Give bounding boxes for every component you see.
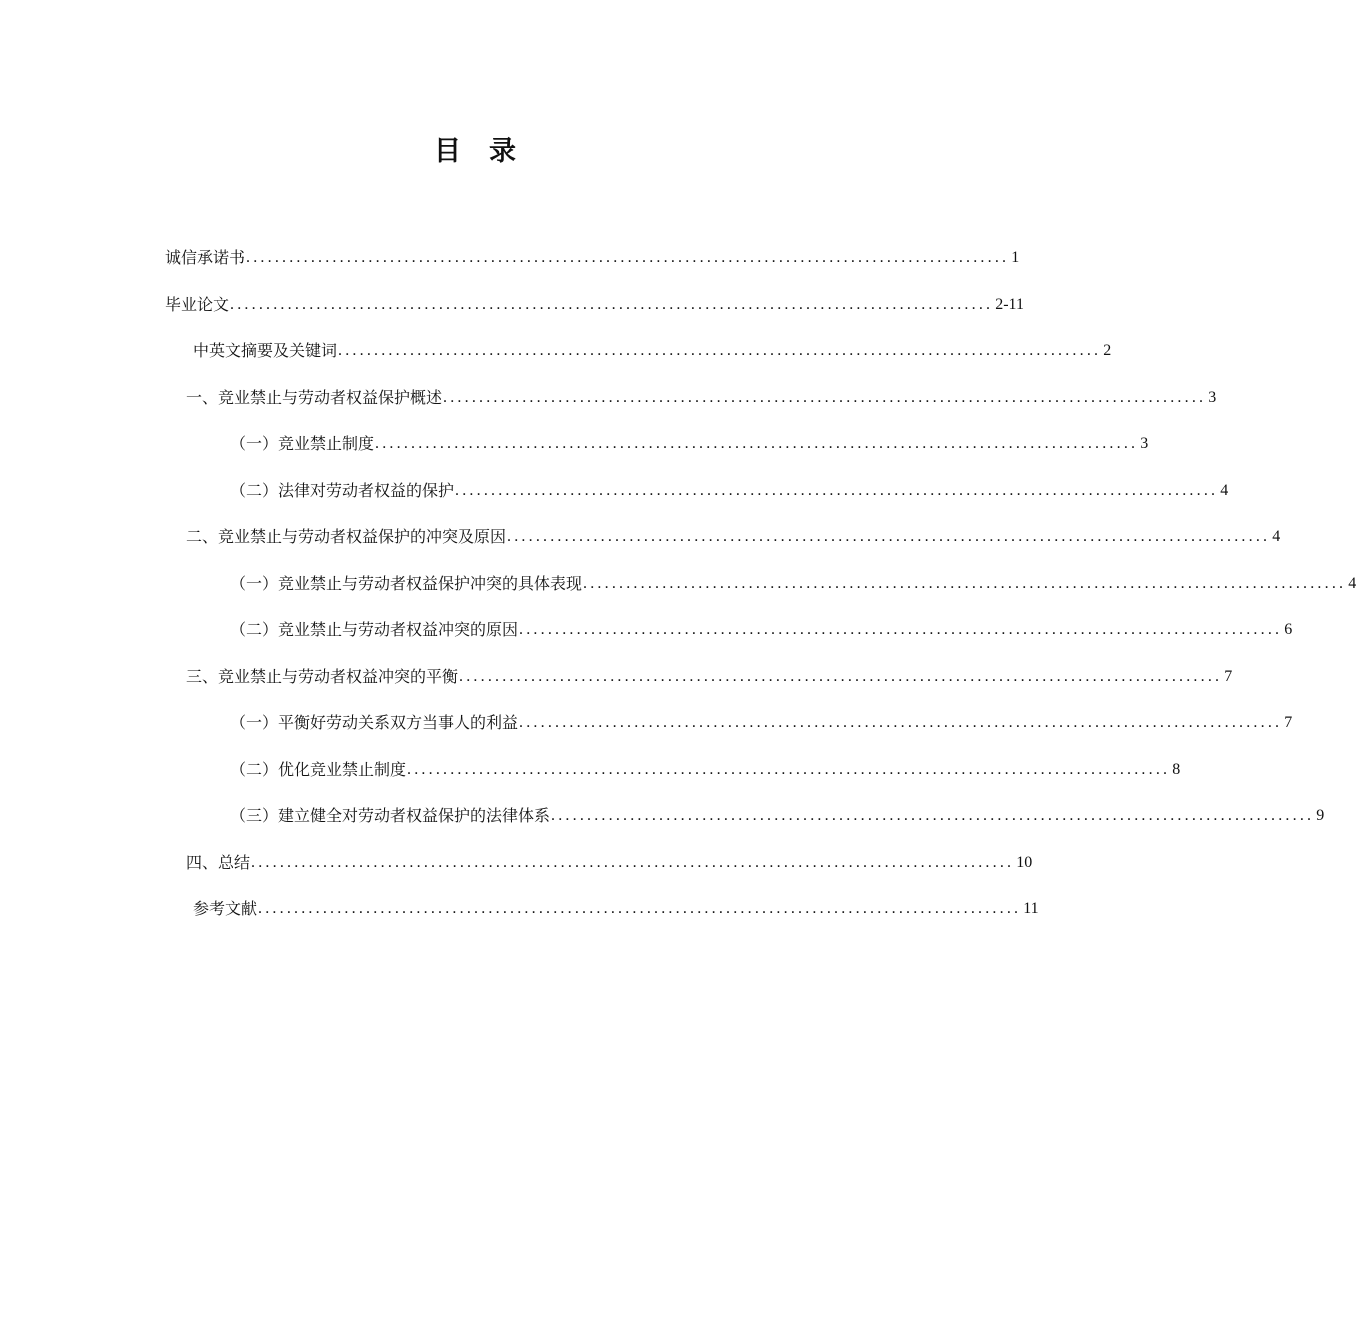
toc-entry-page: 3 — [1140, 435, 1149, 452]
toc-entry-section-3-2[interactable] — [230, 752, 1181, 782]
toc-entry-references[interactable] — [193, 891, 1039, 921]
dot-leader: .......................................................................................................... — [459, 668, 1223, 685]
toc-entry-page: 7 — [1284, 714, 1293, 731]
toc-entry-section-3[interactable] — [186, 659, 1233, 689]
toc-entry-integrity-pledge[interactable] — [165, 240, 1020, 270]
dot-leader: .......................................................................................................... — [443, 389, 1207, 406]
dot-leader: .......................................................................................................... — [519, 621, 1283, 638]
dot-leader: .......................................................................................................... — [246, 249, 1010, 266]
toc-entry-section-3-3[interactable] — [230, 798, 1325, 828]
toc-entry-label: 三、竞业禁止与劳动者权益冲突的平衡 — [186, 667, 459, 686]
dot-leader: .......................................................................................................... — [583, 575, 1347, 592]
dot-leader: .......................................................................................................... — [338, 342, 1102, 359]
toc-entry-section-2-1[interactable] — [230, 566, 1356, 596]
toc-entry-label: 一、竞业禁止与劳动者权益保护概述 — [186, 388, 443, 407]
toc-entry-section-3-1[interactable] — [230, 705, 1293, 735]
dot-leader: .......................................................................................................... — [375, 435, 1139, 452]
toc-entry-section-1-2[interactable] — [230, 473, 1229, 503]
toc-entry-page: 9 — [1316, 807, 1325, 824]
toc-entry-section-1[interactable] — [186, 380, 1217, 410]
toc-entry-label: 二、竞业禁止与劳动者权益保护的冲突及原因 — [186, 527, 507, 546]
page-title: 目录 — [434, 136, 544, 167]
toc-entry-label: 四、总结 — [186, 853, 251, 872]
dot-leader: .......................................................................................................... — [519, 714, 1283, 731]
toc-entry-page: 4 — [1272, 528, 1281, 545]
toc-entry-page: 1 — [1011, 249, 1020, 266]
toc-entry-page: 2-11 — [995, 296, 1024, 313]
dot-leader: .......................................................................................................... — [251, 854, 1015, 871]
toc-entry-section-2[interactable] — [186, 519, 1281, 549]
toc-entry-page: 4 — [1220, 482, 1229, 499]
dot-leader: .......................................................................................................... — [551, 807, 1315, 824]
dot-leader: .......................................................................................................... — [258, 900, 1022, 917]
toc-entry-page: 10 — [1016, 854, 1033, 871]
toc-entry-label: 诚信承诺书 — [165, 248, 246, 267]
toc-entry-page: 2 — [1103, 342, 1112, 359]
dot-leader: .......................................................................................................... — [230, 296, 994, 313]
toc-entry-page: 11 — [1023, 900, 1039, 917]
dot-leader: .......................................................................................................... — [507, 528, 1271, 545]
toc-entry-label: （二）法律对劳动者权益的保护 — [230, 481, 455, 500]
toc-entry-page: 6 — [1284, 621, 1293, 638]
toc-entry-label: （一）竞业禁止制度 — [230, 434, 375, 453]
toc-entry-label: 毕业论文 — [165, 295, 230, 314]
toc-entry-page: 4 — [1348, 575, 1356, 592]
toc-entry-label: 参考文献 — [193, 899, 258, 918]
dot-leader: .......................................................................................................... — [407, 761, 1171, 778]
toc-entry-page: 7 — [1224, 668, 1233, 685]
toc-entry-label: 中英文摘要及关键词 — [193, 341, 338, 360]
toc-entry-page: 3 — [1208, 389, 1217, 406]
toc-entry-thesis[interactable] — [165, 287, 1024, 317]
toc-entry-page: 8 — [1172, 761, 1181, 778]
toc-entry-label: （一）竞业禁止与劳动者权益保护冲突的具体表现 — [230, 574, 583, 593]
toc-entry-section-2-2[interactable] — [230, 612, 1293, 642]
toc-entry-label: （三）建立健全对劳动者权益保护的法律体系 — [230, 806, 551, 825]
toc-entry-section-4[interactable] — [186, 845, 1033, 875]
toc-entry-section-1-1[interactable] — [230, 426, 1149, 456]
dot-leader: .......................................................................................................... — [455, 482, 1219, 499]
toc-entry-abstract[interactable] — [193, 333, 1112, 363]
toc-entry-label: （二）优化竞业禁止制度 — [230, 760, 407, 779]
toc-entry-label: （一）平衡好劳动关系双方当事人的利益 — [230, 713, 519, 732]
toc-entry-label: （二）竞业禁止与劳动者权益冲突的原因 — [230, 620, 519, 639]
